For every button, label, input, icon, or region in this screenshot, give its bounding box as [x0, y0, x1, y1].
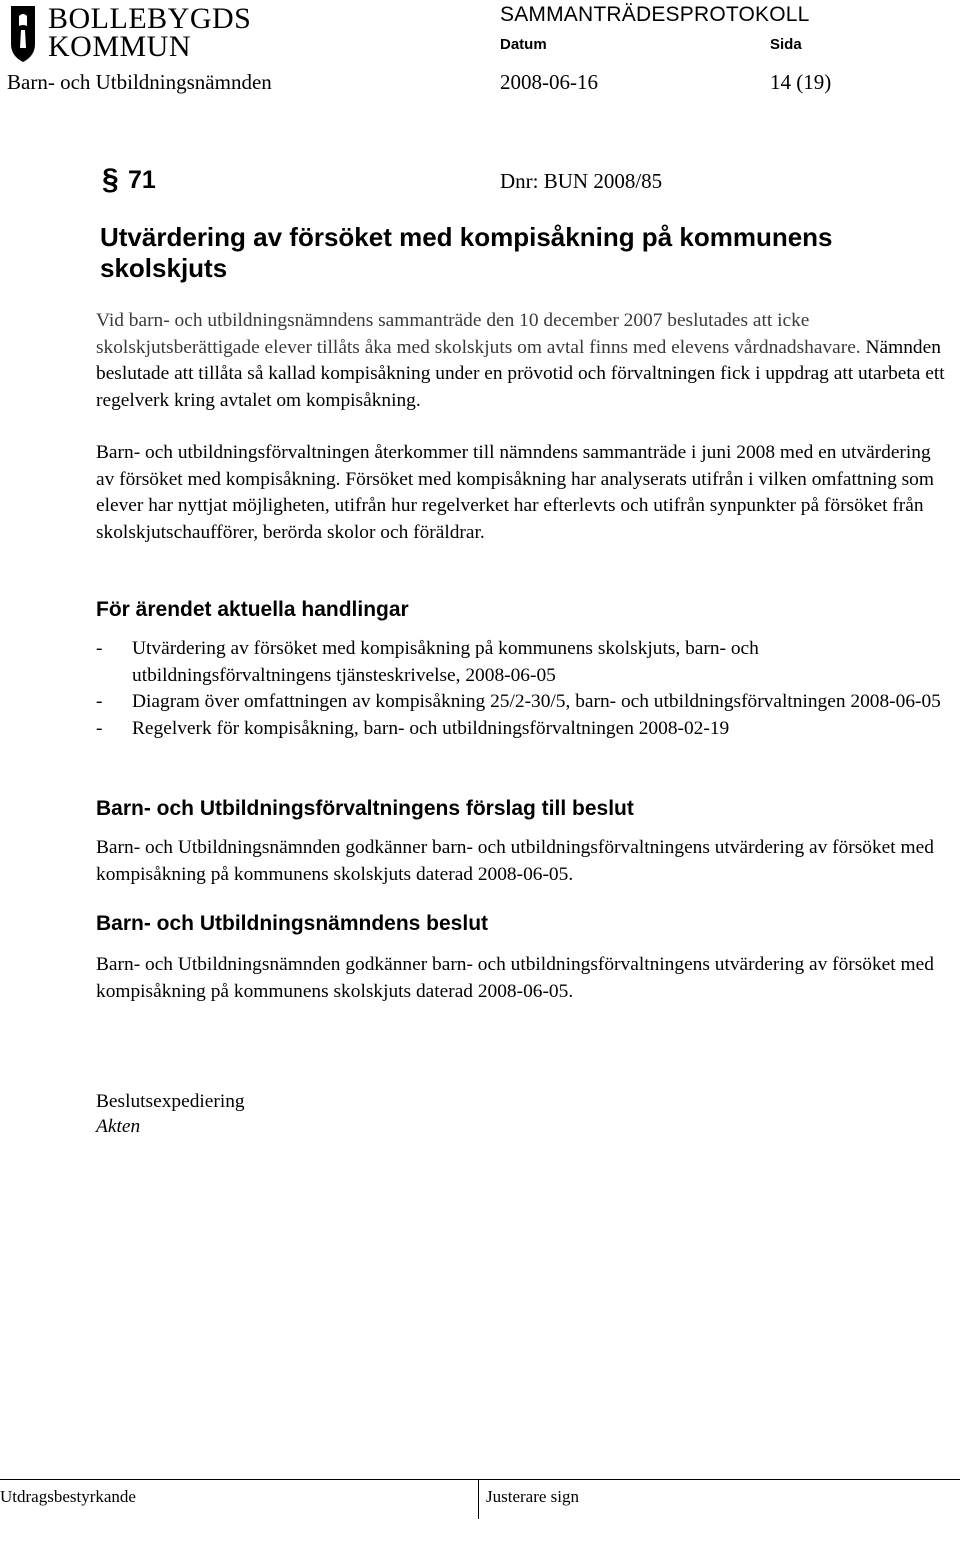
- body-paragraph-1: [96, 308, 946, 414]
- decision-text: Barn- och Utbildningsnämnden godkänner barn- och utbildningsförvaltningens utvärdering av försöket med kompisåkning på kommunens skolskjuts daterad 2008-06-05.: [96, 954, 934, 1002]
- list-item-text: Regelverk för kompisåkning, barn- och utbildningsförvaltningen 2008-02-19: [132, 717, 730, 739]
- decision-heading: Barn- och Utbildningsnämndens beslut: [96, 912, 489, 935]
- diary-number: Dnr: BUN 2008/85: [500, 169, 663, 193]
- footer-signature-label: Justerare sign: [486, 1487, 580, 1506]
- municipality-logo-icon: [8, 4, 38, 64]
- date-label: Datum: [500, 36, 547, 53]
- paragraph-mark: §: [102, 163, 119, 196]
- expedition-item: Akten: [96, 1116, 141, 1137]
- section-title: Utvärdering av försöket med kompisåkning på kommunens skolskjuts: [100, 222, 833, 283]
- list-item: [96, 689, 946, 716]
- board-name: Barn- och Utbildningsnämnden: [7, 70, 272, 94]
- brand-line-2: KOMMUN: [48, 30, 192, 63]
- list-item-text: Utvärdering av försöket med kompisåkning på kommunens skolskjuts, barn- och utbildningsförvaltningens tjänsteskrivelse, 2008-06-05: [132, 638, 759, 686]
- list-item: [96, 716, 946, 743]
- footer-certification-label: Utdragsbestyrkande: [0, 1487, 136, 1506]
- proposal-heading: Barn- och Utbildningsförvaltningens förslag till beslut: [96, 797, 634, 820]
- documents-list: [96, 636, 946, 742]
- list-dash: -: [96, 638, 103, 659]
- list-dash: -: [96, 717, 103, 739]
- body-paragraph-2: Barn- och utbildningsförvaltningen återkommer till nämndens sammanträde i juni 2008 med en utvärdering av försöket med kompisåkning. Försöket med kompisåkning har analyserats utifrån i vilken omfattning som elever har nyttjat möjligheten, utifrån hur regelverket har efterlevts och utifrån synpunkter på försöket från skolskjutschaufförer, berörda skolor och föräldrar.: [96, 442, 934, 543]
- footer-column-divider: [478, 1479, 479, 1519]
- list-item-text: Diagram över omfattningen av kompisåkning 25/2-30/5, barn- och utbildningsförvaltningen 2008-06-05: [132, 691, 941, 712]
- document-type: SAMMANTRÄDESPROTOKOLL: [500, 3, 810, 26]
- brand-line-1: BOLLEBYGDS: [48, 2, 252, 35]
- footer-divider: [0, 1479, 960, 1480]
- body-paragraph-1-part-1: Vid barn- och utbildningsnämndens sammanträde den 10 december 2007 beslutades att icke skolskjutsberättigade elever tillåts åka med skolskjuts om avtal finns med elevens vårdnadshavare.: [96, 310, 861, 358]
- paragraph-number: 71: [128, 166, 156, 194]
- page-number: 14 (19): [770, 70, 832, 94]
- proposal-text: Barn- och Utbildningsnämnden godkänner barn- och utbildningsförvaltningens utvärdering av försöket med kompisåkning på kommunens skolskjuts daterad 2008-06-05.: [96, 837, 934, 885]
- expedition-title: Beslutsexpediering: [96, 1091, 245, 1112]
- page-label: Sida: [770, 36, 802, 53]
- list-item: [96, 636, 946, 689]
- list-dash: -: [96, 691, 103, 712]
- meeting-date: 2008-06-16: [500, 70, 598, 94]
- documents-heading: För ärendet aktuella handlingar: [96, 598, 409, 621]
- body-paragraph-1-part-2: Nämnden beslutade att tillåta så kallad kompisåkning under en prövotid och förvaltningen fick i uppdrag att utarbeta ett regelverk kring avtalet om kompisåkning.: [96, 336, 945, 411]
